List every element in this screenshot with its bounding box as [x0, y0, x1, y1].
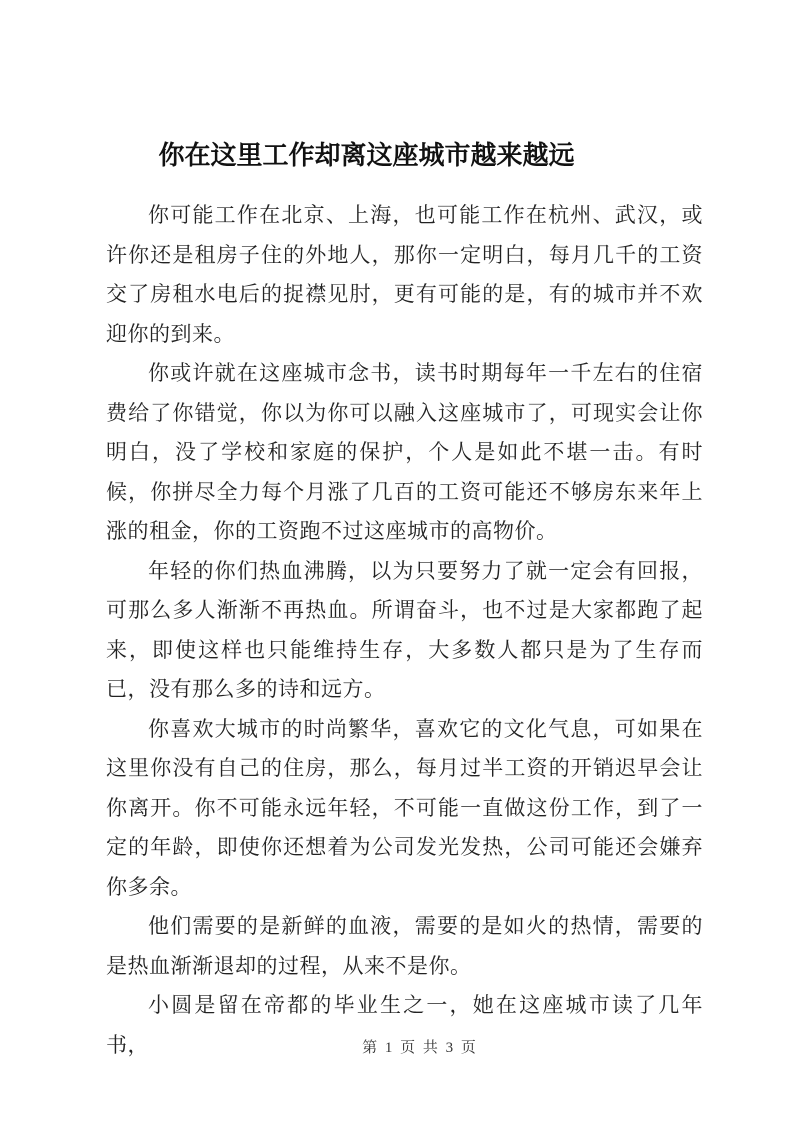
paragraph: 你可能工作在北京、上海，也可能工作在杭州、武汉，或许你还是租房子住的外地人，那你一定明白，每月几千的工资交了房租水电后的捉襟见肘，更有可能的是，有的城市并不欢迎你的到来。: [106, 203, 703, 346]
paragraph: 你喜欢大城市的时尚繁华，喜欢它的文化气息，可如果在这里你没有自己的住房，那么，每月过半工资的开销迟早会让你离开。你不可能永远年轻，不可能一直做这份工作，到了一定的年龄，即使你还想着为公司发光发热，公司可能还会嫌弃你多余。: [106, 716, 703, 899]
paragraph: 年轻的你们热血沸腾，以为只要努力了就一定会有回报，可那么多人渐渐不再热血。所谓奋斗，也不过是大家都跑了起来，即使这样也只能维持生存，大多数人都只是为了生存而已，没有那么多的诗和远方。: [106, 558, 703, 701]
document-content: [106, 138, 703, 1065]
paragraph: 你或许就在这座城市念书，读书时期每年一千左右的住宿费给了你错觉，你以为你可以融入这座城市了，可现实会让你明白，没了学校和家庭的保护，个人是如此不堪一击。有时候，你拼尽全力每个月涨了几百的工资可能还不够房东来年上涨的租金，你的工资跑不过这座城市的高物价。: [106, 361, 703, 543]
paragraph: 小圆是留在帝都的毕业生之一，她在这座城市读了几年书，: [106, 993, 703, 1057]
document-body: [106, 196, 703, 1065]
paragraph: 他们需要的是新鲜的血液，需要的是如火的热情，需要的是热血渐渐退却的过程，从来不是你。: [106, 914, 703, 978]
page-title: 你在这里工作却离这座城市越来越远: [158, 141, 575, 170]
page-number-label: 第 1 页 共 3 页: [362, 1040, 478, 1056]
page-footer: [0, 1036, 800, 1057]
